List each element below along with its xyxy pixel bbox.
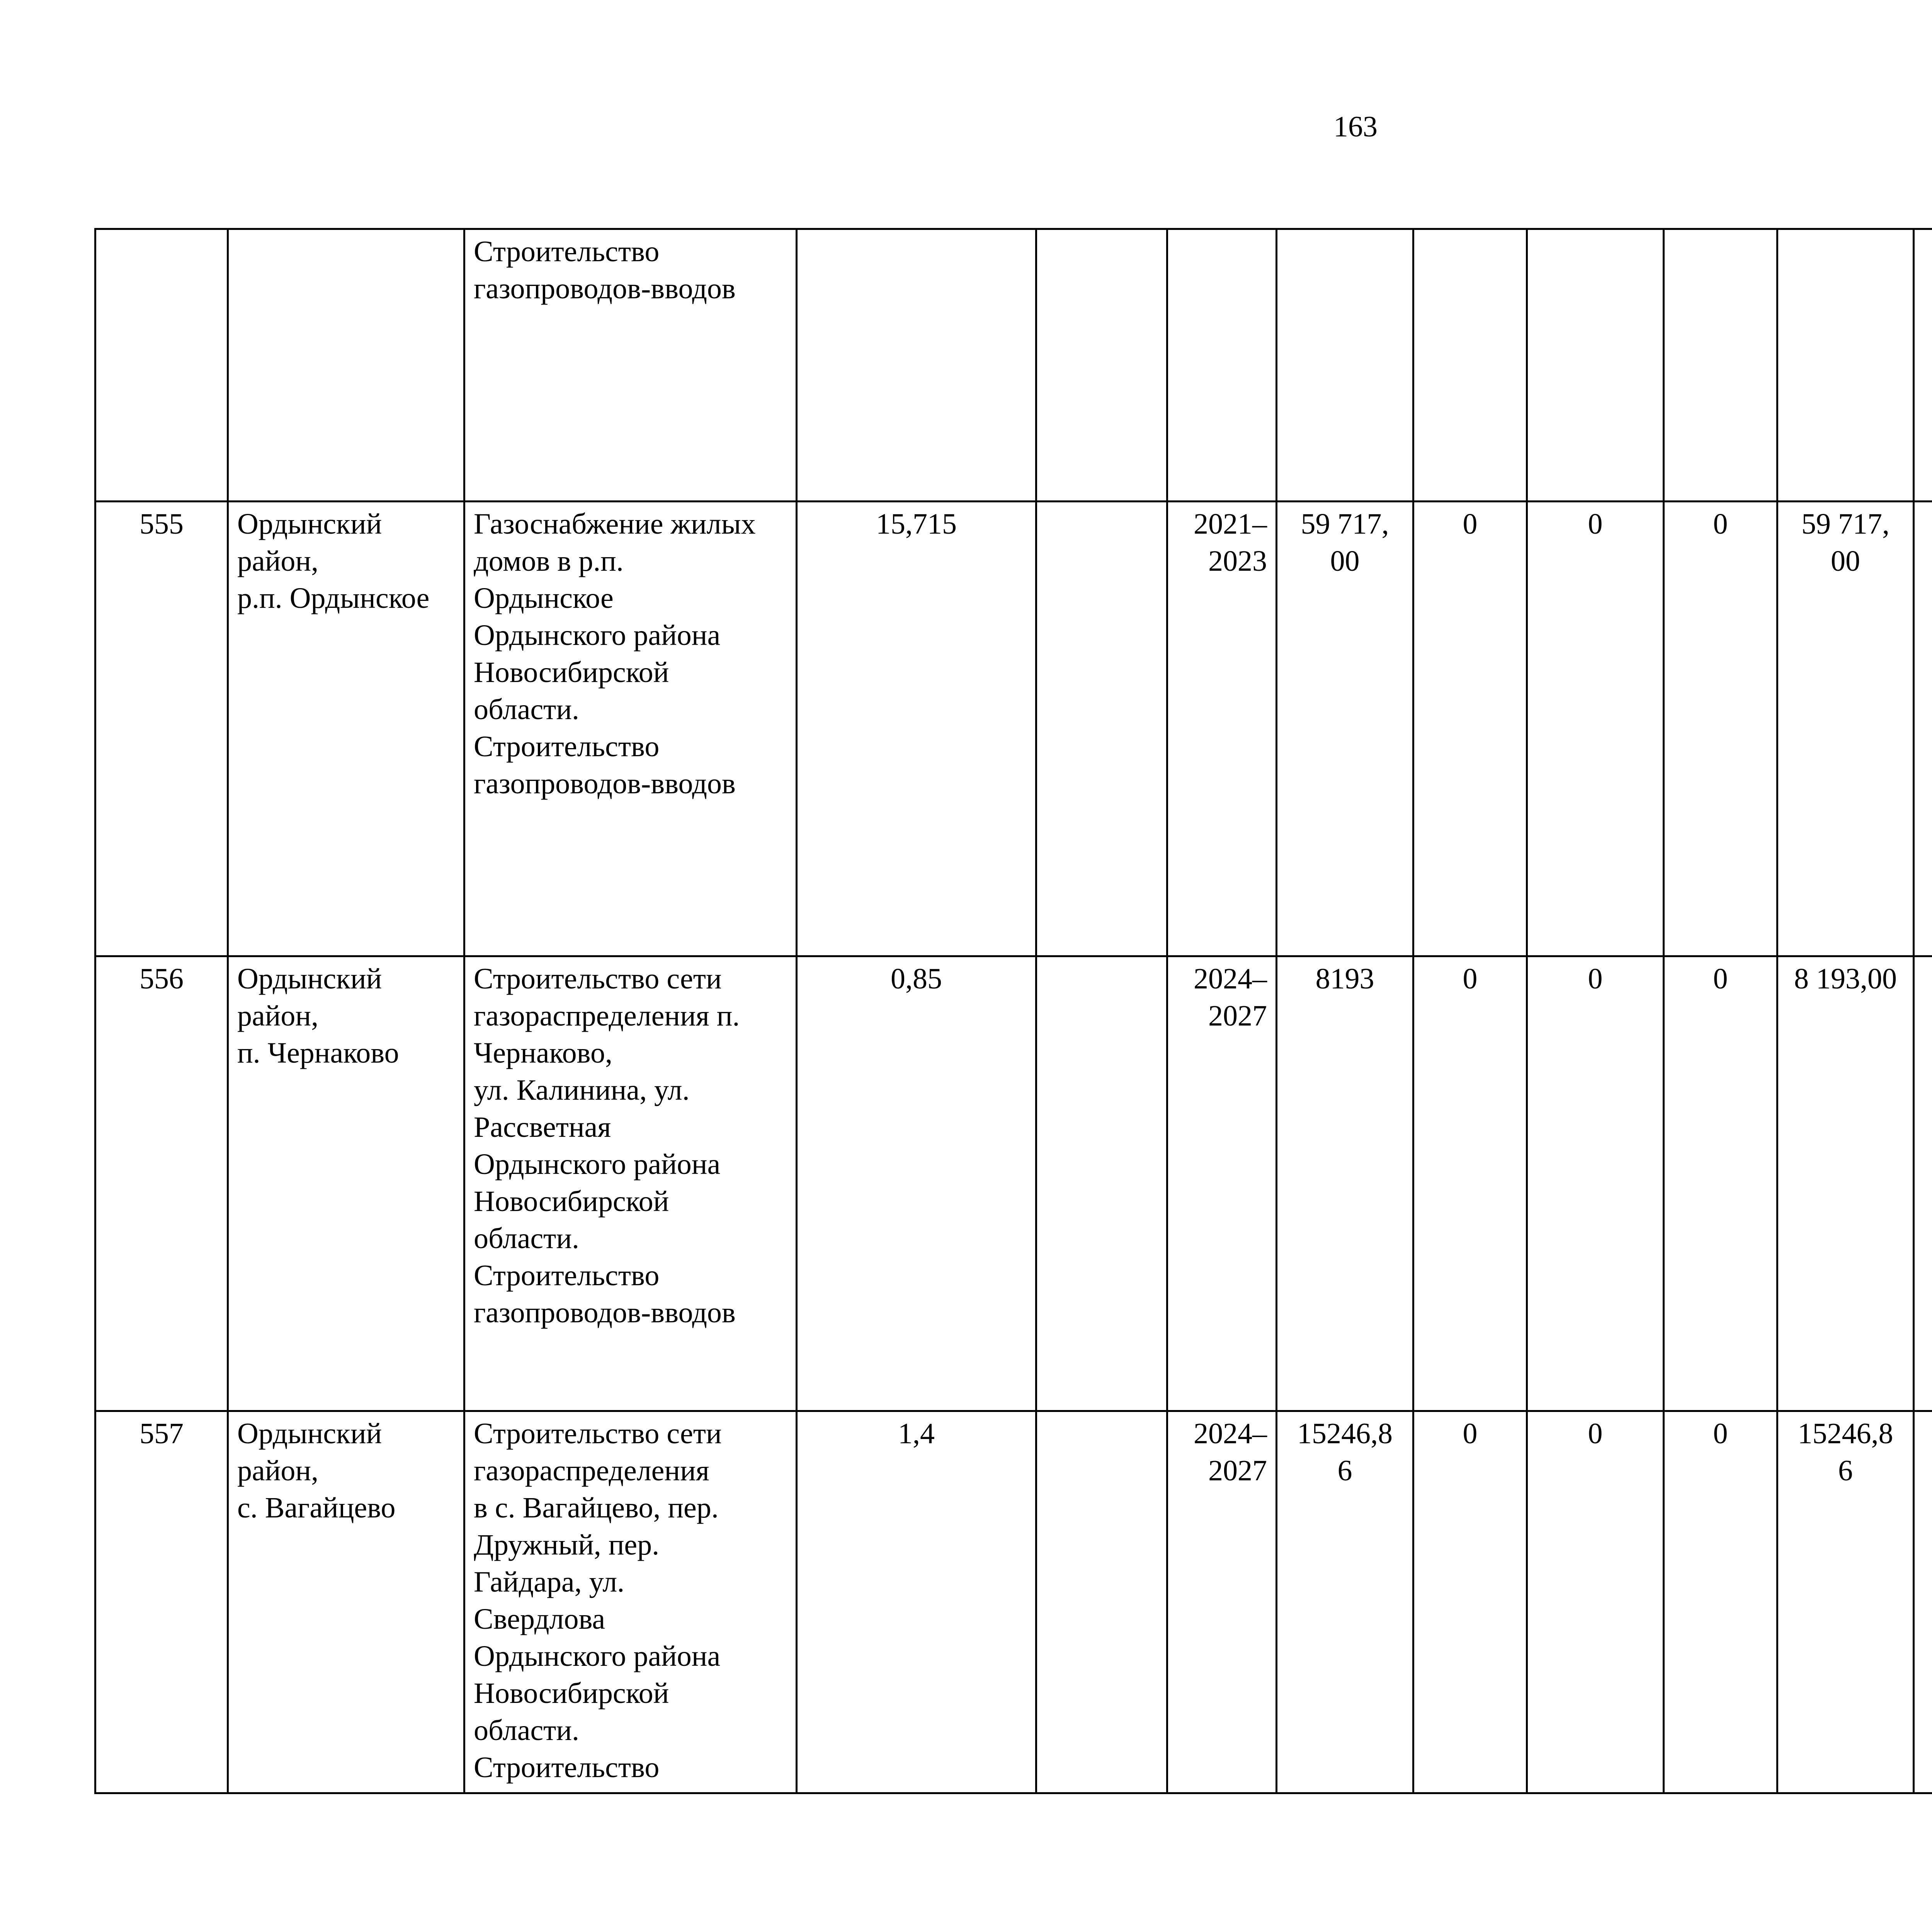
cell-empty xyxy=(1036,956,1167,1411)
cell-district: Ордынский район, р.п. Ордынское xyxy=(228,502,464,956)
cell-years: 2021– 2023 xyxy=(1167,502,1277,956)
cell-object-name: Строительство газопроводов-вводов xyxy=(464,229,797,502)
cell-length xyxy=(797,229,1036,502)
cell-value-3: 0 xyxy=(1664,1411,1777,1793)
cell-value-2: 0 xyxy=(1527,502,1664,956)
cell-total-cost: 15246,8 6 xyxy=(1277,1411,1413,1793)
table-row xyxy=(95,502,1932,956)
cell-executor xyxy=(1914,1411,1932,1793)
cell-value-3: 0 xyxy=(1664,956,1777,1411)
cell-value-1: 0 xyxy=(1413,956,1527,1411)
cell-value-2: 0 xyxy=(1527,1411,1664,1793)
page-number: 163 xyxy=(1333,111,1378,143)
cell-value-2 xyxy=(1527,229,1664,502)
cell-total-cost xyxy=(1277,229,1413,502)
cell-value-1 xyxy=(1413,229,1527,502)
cell-years xyxy=(1167,229,1277,502)
cell-total-cost: 59 717, 00 xyxy=(1277,502,1413,956)
cell-total-cost: 8193 xyxy=(1277,956,1413,1411)
cell-district xyxy=(228,229,464,502)
cell-empty xyxy=(1036,502,1167,956)
cell-number: 555 xyxy=(95,502,228,956)
cell-value-3 xyxy=(1664,229,1777,502)
cell-value-4: 15246,8 6 xyxy=(1777,1411,1914,1793)
table-row xyxy=(95,956,1932,1411)
cell-years: 2024– 2027 xyxy=(1167,1411,1277,1793)
cell-empty xyxy=(1036,1411,1167,1793)
cell-length: 0,85 xyxy=(797,956,1036,1411)
cell-district: Ордынский район, п. Чернаково xyxy=(228,956,464,1411)
cell-executor xyxy=(1914,229,1932,502)
cell-value-3: 0 xyxy=(1664,502,1777,956)
table-row xyxy=(95,1411,1932,1793)
table-row xyxy=(95,229,1932,502)
cell-executor xyxy=(1914,956,1932,1411)
cell-district: Ордынский район, с. Вагайцево xyxy=(228,1411,464,1793)
cell-length: 15,715 xyxy=(797,502,1036,956)
cell-value-2: 0 xyxy=(1527,956,1664,1411)
cell-executor xyxy=(1914,502,1932,956)
cell-object-name: Строительство сети газораспределения п. Чернаково, ул. Калинина, ул. Рассветная Ордынского района Новосибирской области. Строительство газопроводов-вводов xyxy=(464,956,797,1411)
cell-value-4 xyxy=(1777,229,1914,502)
cell-length: 1,4 xyxy=(797,1411,1036,1793)
cell-empty xyxy=(1036,229,1167,502)
cell-value-1: 0 xyxy=(1413,502,1527,956)
cell-value-4: 59 717, 00 xyxy=(1777,502,1914,956)
cell-object-name: Газоснабжение жилых домов в р.п. Ордынское Ордынского района Новосибирской области. Строительство газопроводов-вводов xyxy=(464,502,797,956)
cell-number: 557 xyxy=(95,1411,228,1793)
cell-value-1: 0 xyxy=(1413,1411,1527,1793)
cell-number xyxy=(95,229,228,502)
cell-years: 2024– 2027 xyxy=(1167,956,1277,1411)
cell-number: 556 xyxy=(95,956,228,1411)
data-table xyxy=(94,228,1932,1794)
cell-value-4: 8 193,00 xyxy=(1777,956,1914,1411)
cell-object-name: Строительство сети газораспределения в с. Вагайцево, пер. Дружный, пер. Гайдара, ул. Свердлова Ордынского района Новосибирской области. Строительство xyxy=(464,1411,797,1793)
